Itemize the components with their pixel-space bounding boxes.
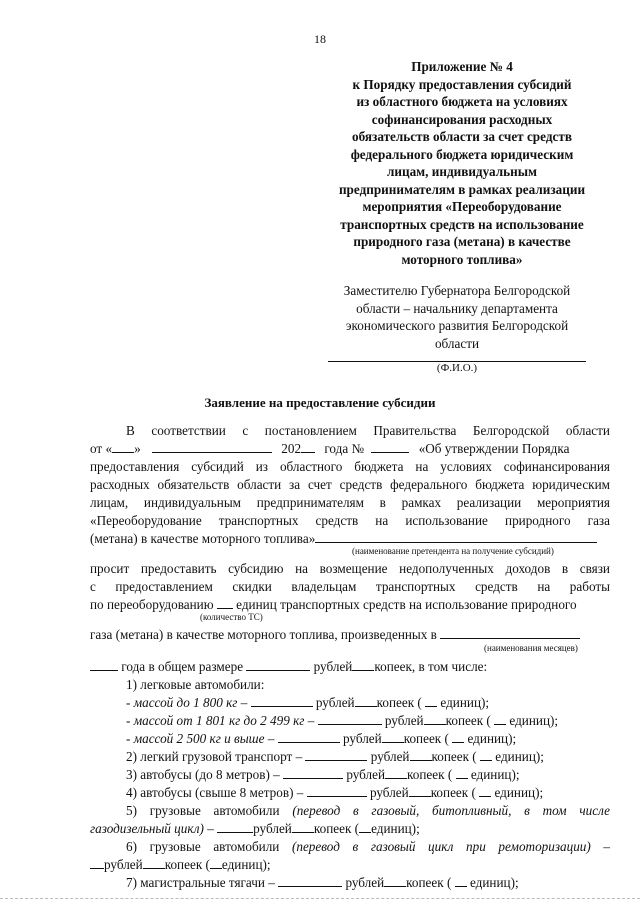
body-line: с предоставлением скидки владельцам транспортных средств на работы	[90, 579, 610, 594]
applicant-caption: (наименование претендента на получение субсидий)	[352, 546, 554, 556]
body-line-applicant: (метана) в качестве моторного топлива»	[90, 530, 610, 548]
amount-rub-blank[interactable]	[305, 748, 367, 761]
addressee-line: области – начальнику департамента	[356, 300, 558, 316]
applicant-blank[interactable]	[315, 530, 597, 543]
body-line: лицам, индивидуальным предпринимателям в рамках реализации мероприятия	[90, 495, 610, 510]
number-blank[interactable]	[371, 440, 409, 453]
appendix-line: обязательств области за счет средств	[352, 129, 572, 144]
amount-kop-blank[interactable]	[385, 766, 407, 779]
amount-rub-blank[interactable]	[283, 766, 343, 779]
item-5: 5) грузовые автомобили (перевод в газовый, битопливный, в том числе	[126, 803, 611, 818]
item-1-sub-1: - массой до 1 800 кг – рублей копеек ( единиц);	[126, 695, 490, 710]
item-6: 6) грузовые автомобили (перевод в газовый цикл при ремоторизации) –	[126, 839, 610, 854]
amount-rub-blank[interactable]	[217, 820, 253, 833]
amount-rub-blank[interactable]	[251, 694, 313, 707]
appendix-line: моторного топлива»	[401, 251, 523, 267]
amount-kop-blank[interactable]	[409, 784, 431, 797]
amount-rub-blank[interactable]	[318, 712, 382, 725]
fio-caption: (Ф.И.О.)	[436, 362, 478, 374]
units-blank[interactable]	[452, 730, 464, 743]
body-line-months: газа (метана) в качестве моторного топлива, произведенных в	[90, 626, 610, 644]
addressee-line: области	[434, 335, 480, 351]
appendix-header	[318, 58, 606, 268]
body-line-total: года в общем размере рублей копеек, в том числе:	[90, 658, 610, 676]
item-1-sub-3: - массой 2 500 кг и выше – рублей копеек ( единиц);	[126, 731, 517, 746]
body-line: В соответствии с постановлением Правительства Белгородской области	[126, 423, 610, 438]
units-blank[interactable]	[210, 856, 222, 869]
units-blank[interactable]	[456, 766, 468, 779]
appendix-line: лицам, индивидуальным	[386, 164, 537, 179]
body-line-date: от « » 202 года № «Об утверждении Порядка	[90, 441, 570, 456]
amount-kop-blank[interactable]	[384, 874, 406, 887]
amount-kop-blank[interactable]	[424, 712, 446, 725]
units-blank[interactable]	[479, 784, 491, 797]
appendix-line: из областного бюджета на условиях	[356, 94, 568, 109]
count-caption: (количество ТС)	[200, 612, 263, 622]
count-blank[interactable]	[217, 596, 233, 609]
units-blank[interactable]	[425, 694, 437, 707]
body-line: просит предоставить субсидию на возмещение недополученных доходов в связи	[90, 561, 610, 576]
page-edge-divider	[0, 898, 640, 899]
appendix-line: природного газа (метана) в качестве	[353, 234, 571, 249]
addressee-line: экономического развития Белгородской	[345, 318, 569, 333]
item-7: 7) магистральные тягачи – рублей копеек ( единиц);	[126, 875, 519, 890]
amount-rub-blank[interactable]	[278, 874, 342, 887]
item-5-cont: газодизельный цикл) – рублей копеек ( единиц);	[90, 821, 420, 836]
amount-kop-blank[interactable]	[143, 856, 165, 869]
amount-kop-blank[interactable]	[410, 748, 432, 761]
item-1: 1) легковые автомобили:	[126, 677, 265, 692]
months-blank[interactable]	[440, 626, 580, 639]
addressee-line: Заместителю Губернатора Белгородской	[343, 283, 571, 298]
addressee-block	[322, 282, 592, 352]
months-caption: (наименования месяцев)	[484, 643, 578, 653]
amount-kop-blank[interactable]	[355, 694, 377, 707]
units-blank[interactable]	[359, 820, 371, 833]
year-blank[interactable]	[301, 440, 315, 453]
total-kop-blank[interactable]	[352, 658, 374, 671]
units-blank[interactable]	[480, 748, 492, 761]
item-2: 2) легкий грузовой транспорт – рублей копеек ( единиц);	[126, 749, 544, 764]
appendix-title: Приложение № 4	[411, 59, 513, 74]
appendix-line: транспортных средств на использование	[340, 216, 584, 232]
total-rub-blank[interactable]	[246, 658, 310, 671]
units-blank[interactable]	[494, 712, 506, 725]
appendix-line: федерального бюджета юридическим	[350, 146, 574, 162]
item-3: 3) автобусы (до 8 метров) – рублей копеек ( единиц);	[126, 767, 520, 782]
appendix-line: предпринимателям в рамках реализации	[338, 181, 586, 197]
body-line: предоставления субсидий из областного бюджета на условиях софинансирования	[90, 459, 610, 474]
amount-kop-blank[interactable]	[382, 730, 404, 743]
page-number: 18	[314, 32, 326, 46]
item-4: 4) автобусы (свыше 8 метров) – рублей копеек ( единиц);	[126, 785, 544, 800]
year-total-blank[interactable]	[90, 658, 118, 671]
appendix-line: мероприятия «Переоборудование	[362, 199, 562, 214]
units-blank[interactable]	[455, 874, 467, 887]
amount-rub-blank[interactable]	[90, 856, 104, 869]
amount-rub-blank[interactable]	[307, 784, 367, 797]
item-6-cont: рублей копеек ( единиц);	[90, 856, 610, 874]
appendix-line: к Порядку предоставления субсидий	[352, 76, 572, 92]
month-blank[interactable]	[152, 440, 272, 453]
body-line: расходных обязательств области за счет средств федерального бюджета юридическим	[90, 477, 610, 492]
amount-rub-blank[interactable]	[278, 730, 340, 743]
body-line: «Переоборудование транспортных средств на использование природного газа	[90, 513, 610, 528]
appendix-line: софинансирования расходных	[371, 111, 553, 127]
body-line-count: по переоборудованию единиц транспортных средств на использование природного	[90, 597, 577, 612]
day-blank[interactable]	[112, 440, 134, 453]
document-title: Заявление на предоставление субсидии	[204, 395, 436, 410]
item-1-sub-2: - массой от 1 801 кг до 2 499 кг – рублей копеек ( единиц);	[126, 713, 559, 728]
amount-kop-blank[interactable]	[292, 820, 314, 833]
